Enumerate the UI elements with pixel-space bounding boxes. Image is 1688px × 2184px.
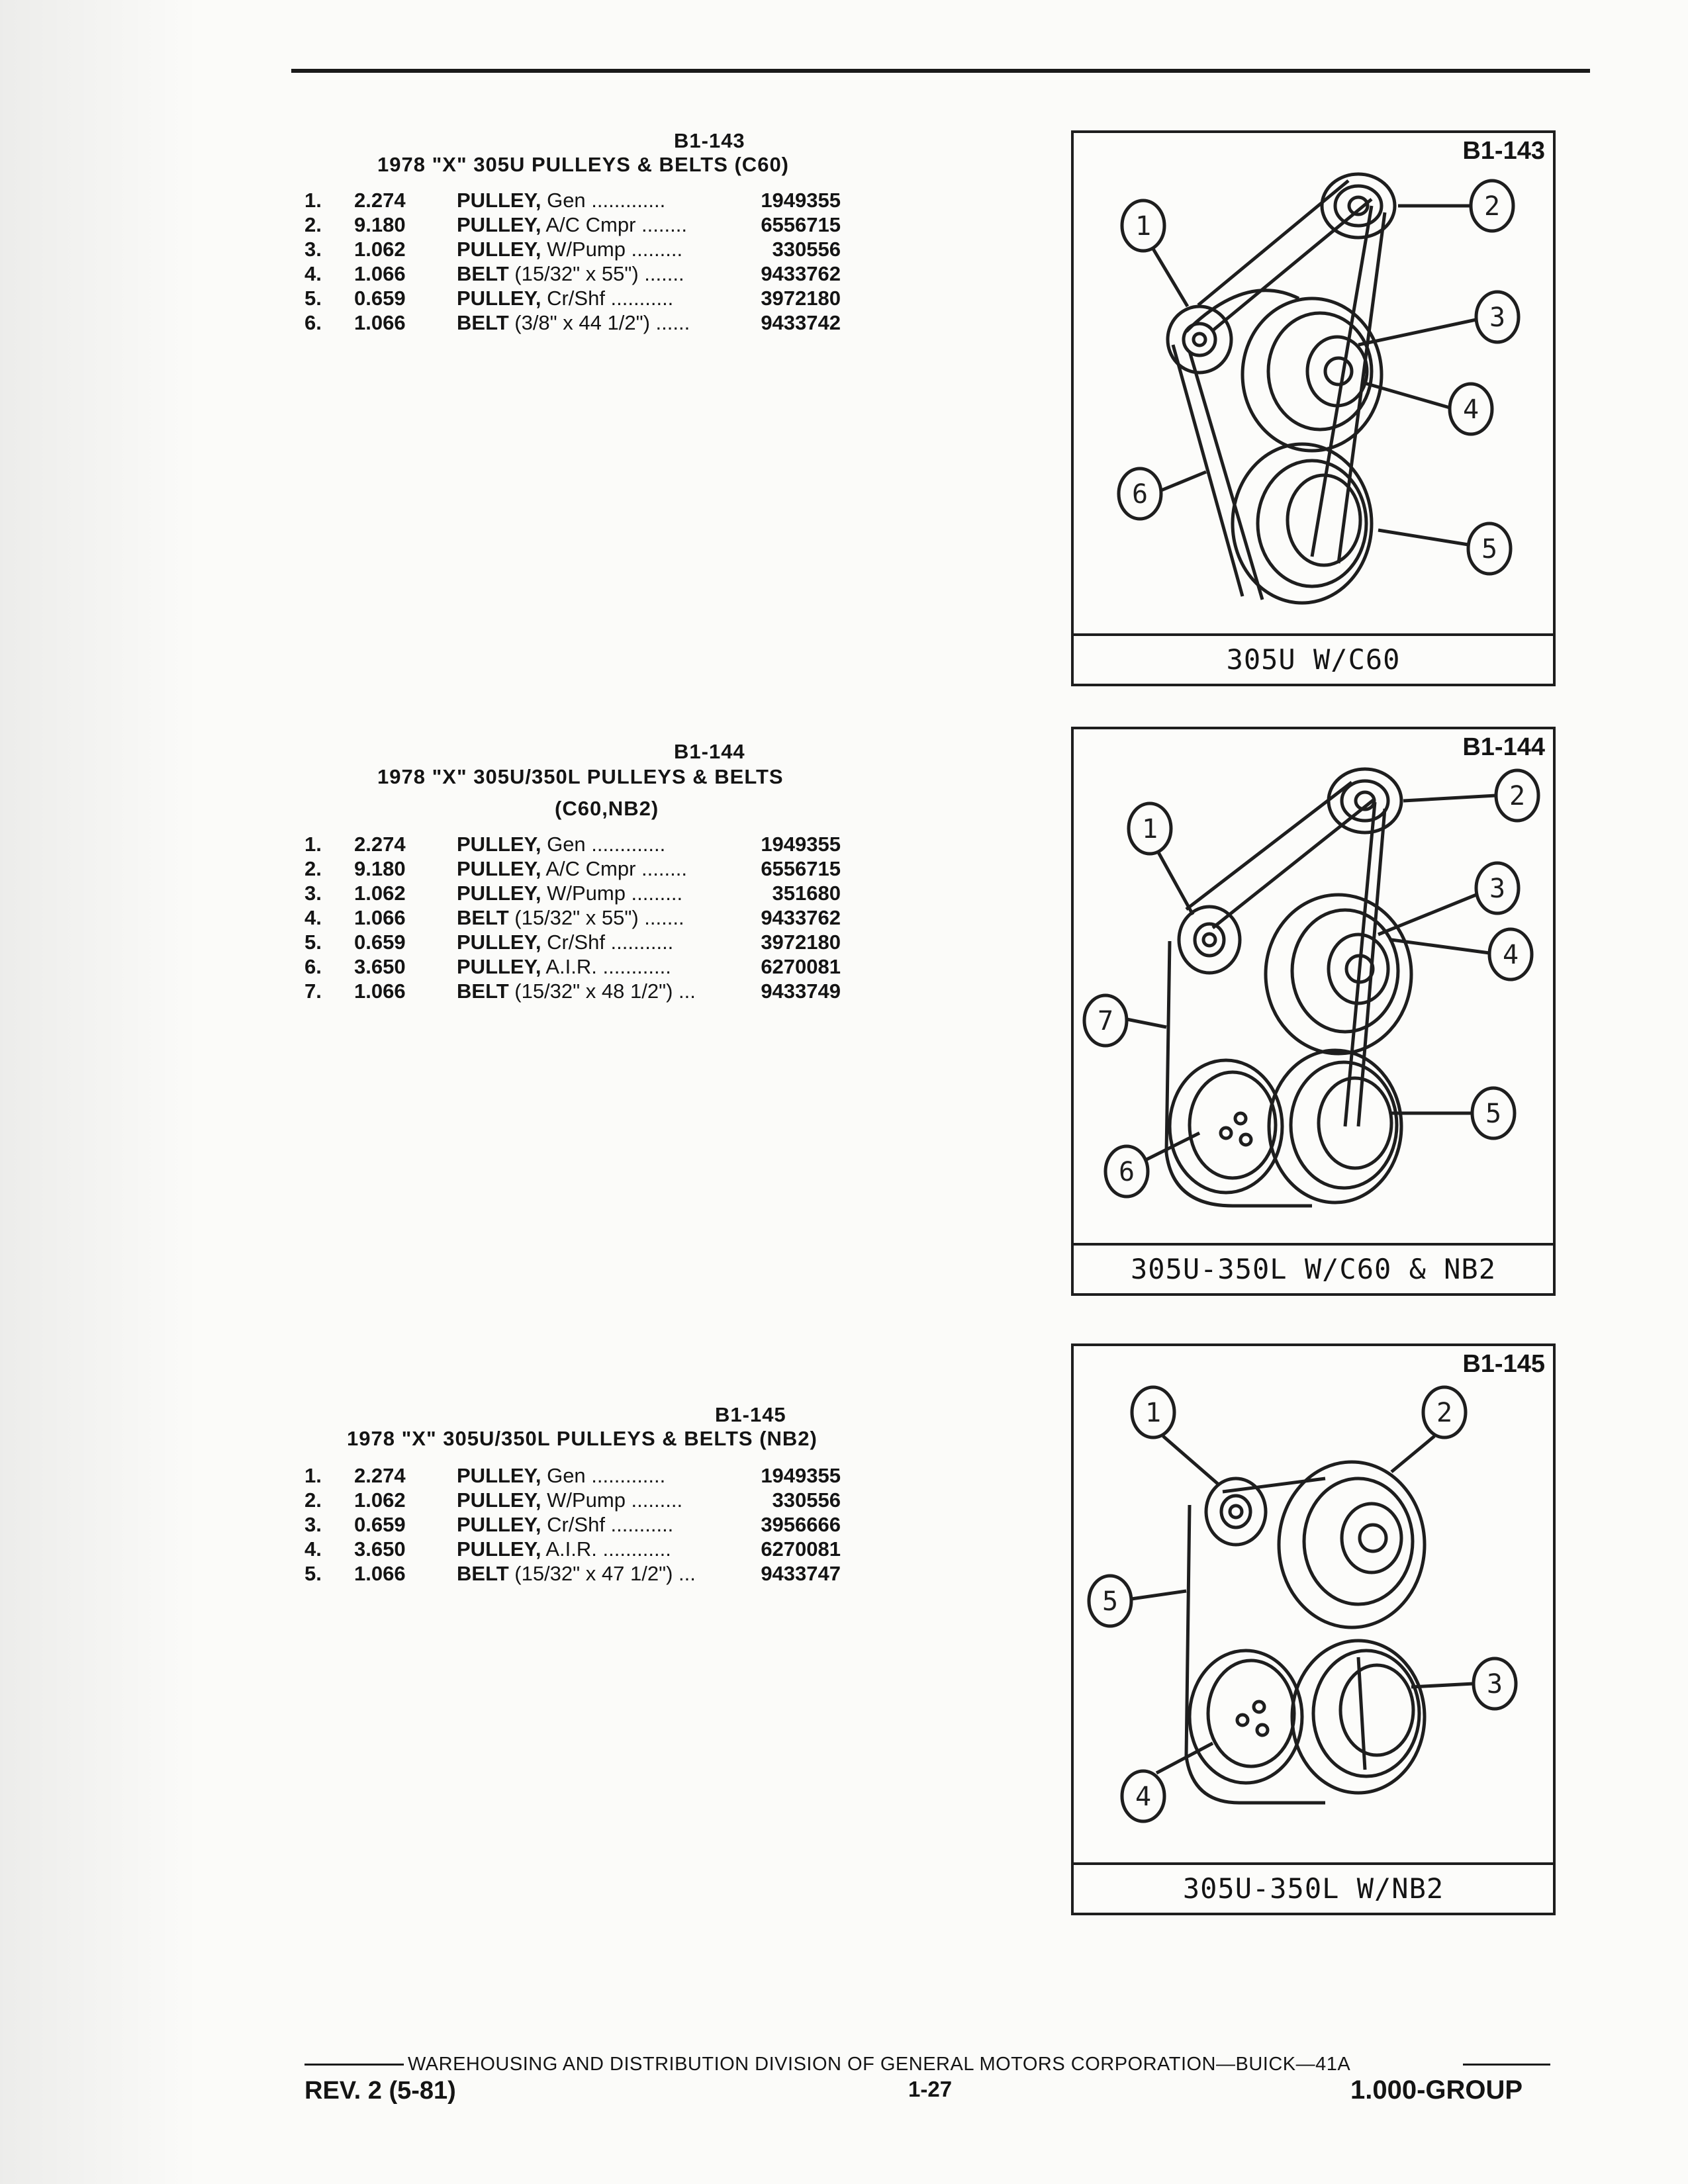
callout-5-label: 5 bbox=[1481, 534, 1498, 565]
pulley-generator bbox=[1179, 907, 1240, 973]
callout-5-label: 5 bbox=[1485, 1099, 1502, 1129]
pulley-generator bbox=[1168, 306, 1231, 373]
section-b1-143: B1-143 1978 "X" 305U PULLEYS & BELTS (C60) 1. 2.274 PULLEY, Gen ............. 1949355 2. 9.180 PULLEY, A/C Cmpr ........ 6556715 3. 1.062 PULLEY, W/Pump ......... 330556 4. 1.066 BELT (15/32" x 55") ....... 9433762 5. 0.659 PULLEY, Cr/Shf ........... 3972180 6. 1.066 BELT (3/8" x 44 1/2") ...... 9433742 bbox=[305, 129, 841, 334]
figure-caption: 305U-350L W/NB2 bbox=[1074, 1862, 1553, 1913]
top-rule bbox=[291, 69, 1590, 73]
section-code: B1-143 bbox=[674, 129, 745, 152]
callout-5-label: 5 bbox=[1102, 1586, 1119, 1617]
pulley-diagram bbox=[1074, 729, 1553, 1243]
section-b1-145: B1-145 1978 "X" 305U/350L PULLEYS & BELTS (NB2) 1. 2.274 PULLEY, Gen ............. 1949355 2. 1.062 PULLEY, W/Pump ......... 330556 3. 0.659 PULLEY, Cr/Shf ........... 3956666 4. 3.650 PULLEY, A.I.R. ............ 6270081 5. 1.066 BELT (15/32" x 47 1/2") ... 9433747 bbox=[305, 1403, 841, 1585]
section-title: 1978 "X" 305U PULLEYS & BELTS (C60) bbox=[377, 153, 790, 176]
callout-4-label: 4 bbox=[1502, 940, 1519, 970]
footer-rule-right bbox=[1463, 2064, 1550, 2066]
callout-6-label: 6 bbox=[1131, 479, 1149, 510]
callout-2 bbox=[1391, 1387, 1466, 1472]
pulley-air bbox=[1190, 1651, 1302, 1783]
section-title: 1978 "X" 305U/350L PULLEYS & BELTS (NB2) bbox=[347, 1427, 818, 1450]
figure-b1-145 bbox=[1071, 1343, 1556, 1915]
figure-caption: 305U W/C60 bbox=[1074, 633, 1553, 684]
section-subtitle: (C60,NB2) bbox=[555, 797, 659, 820]
callout-2-label: 2 bbox=[1436, 1398, 1453, 1428]
figure-caption: 305U-350L W/C60 & NB2 bbox=[1074, 1243, 1553, 1293]
callout-1-label: 1 bbox=[1141, 814, 1158, 844]
page-number: 1-27 bbox=[908, 2077, 953, 2101]
pulley-ac-compressor bbox=[1322, 174, 1395, 238]
pulley-crankshaft bbox=[1269, 1050, 1401, 1203]
pulley-crankshaft bbox=[1233, 444, 1372, 603]
group-label: 1.000-GROUP bbox=[1350, 2075, 1523, 2105]
pulley-water-pump bbox=[1279, 1462, 1425, 1627]
callout-3-label: 3 bbox=[1489, 874, 1506, 904]
callout-1 bbox=[1122, 201, 1188, 306]
section-code: B1-145 bbox=[715, 1403, 786, 1426]
footer-rule-left bbox=[305, 2064, 404, 2066]
callout-4-label: 4 bbox=[1135, 1782, 1152, 1812]
pulley-water-pump bbox=[1266, 895, 1411, 1054]
figure-b1-144 bbox=[1071, 727, 1556, 1296]
section-title: 1978 "X" 305U/350L PULLEYS & BELTS bbox=[377, 765, 784, 788]
callout-2-label: 2 bbox=[1509, 781, 1526, 811]
callout-1-label: 1 bbox=[1145, 1398, 1162, 1428]
figure-code: B1-144 bbox=[1462, 733, 1545, 761]
section-code: B1-144 bbox=[674, 740, 745, 763]
revision-label: REV. 2 (5-81) bbox=[305, 2077, 456, 2105]
pulley-air bbox=[1170, 1060, 1282, 1193]
pulley-water-pump bbox=[1243, 298, 1382, 451]
callout-2-label: 2 bbox=[1483, 191, 1501, 222]
figure-code: B1-143 bbox=[1462, 137, 1545, 165]
pulley-diagram bbox=[1074, 1346, 1553, 1862]
pulley-ac-compressor bbox=[1329, 769, 1401, 833]
callout-3-label: 3 bbox=[1489, 302, 1506, 333]
footer-publisher: WAREHOUSING AND DISTRIBUTION DIVISION OF GENERAL MOTORS CORPORATION—BUICK—41A bbox=[408, 2054, 1351, 2075]
callout-1-label: 1 bbox=[1135, 211, 1152, 242]
callout-7-label: 7 bbox=[1097, 1006, 1114, 1036]
figure-code: B1-145 bbox=[1462, 1350, 1545, 1378]
callout-4-label: 4 bbox=[1462, 394, 1479, 425]
callout-3-label: 3 bbox=[1486, 1669, 1503, 1700]
section-b1-144: B1-144 1978 "X" 305U/350L PULLEYS & BELTS (C60,NB2) 1. 2.274 PULLEY, Gen ............. 1949355 2. 9.180 PULLEY, A/C Cmpr ........ 6556715 3. 1.062 PULLEY, W/Pump ......... 351680 4. 1.066 BELT (15/32" x 55") ....... 9433762 5. 0.659 PULLEY, Cr/Shf ........... 3972180 6. 3.650 PULLEY, A.I.R. ............ 6270081 7. 1.066 BELT (15/32" x 48 1/2") ... 9433749 bbox=[305, 740, 841, 1003]
page-edge-shading bbox=[0, 0, 199, 2184]
figure-b1-143 bbox=[1071, 130, 1556, 686]
callout-1 bbox=[1129, 803, 1193, 915]
pulley-diagram bbox=[1074, 133, 1553, 633]
callout-7 bbox=[1084, 995, 1166, 1046]
callout-6-label: 6 bbox=[1118, 1157, 1135, 1187]
